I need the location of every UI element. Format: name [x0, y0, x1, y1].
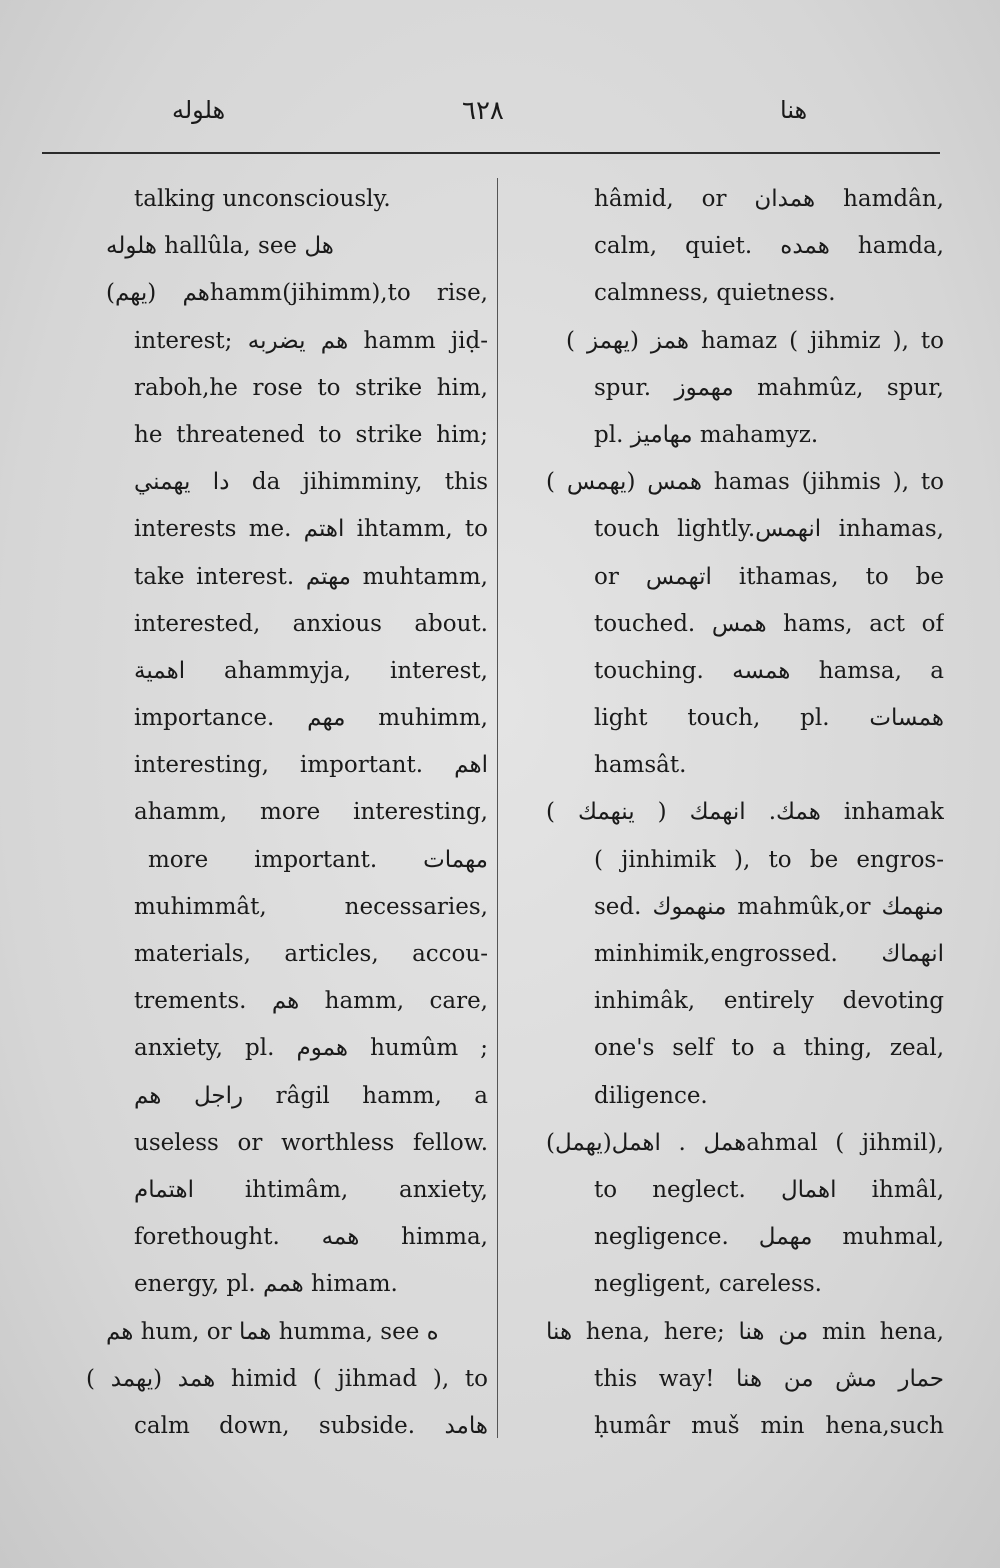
entry-line: همز (يهمز ) hamaz ( jihmiz ), to — [566, 327, 944, 354]
page-number: ٦٢٨ — [462, 96, 504, 126]
entry-line: همد (يهمد ) himid ( jihmad ), to — [86, 1365, 488, 1392]
right-column — [546, 176, 944, 1450]
text-line: light touch, pl. همسات — [594, 705, 944, 732]
text-line: ḥumâr muš min hena,such — [594, 1412, 944, 1439]
text-line: muhimmât, necessaries, — [134, 893, 488, 920]
text-line: or اتهمس ithamas, to be — [594, 563, 944, 590]
text-line: touch lightly.انهمس inhamas, — [594, 516, 944, 543]
text-line: take interest. مهتم muhtamm, — [134, 563, 488, 590]
text-line: more important. مهمات — [148, 846, 488, 873]
entry-line: همس (يهمس ) hamas (jihmis ), to — [546, 469, 944, 496]
text-line: interest; هم يضربه hamm jiḍ- — [134, 327, 488, 354]
entry-line: هلوله hallûla, see هل — [106, 233, 334, 260]
text-line: اهتمام ihtimâm, anxiety, — [134, 1176, 488, 1203]
entry-line: همل . اهمل(يهمل)ahmal ( jihmil), — [546, 1129, 944, 1156]
text-line: forethought. همه himma, — [134, 1224, 488, 1251]
text-line: materials, articles, accou- — [134, 941, 488, 967]
text-line: interested, anxious about. — [134, 610, 488, 637]
text-line: calmness, quietness. — [594, 280, 836, 307]
text-line: one's self to a thing, zeal, — [594, 1035, 944, 1062]
text-line: anxiety, pl. هموم humûm ; — [134, 1035, 488, 1062]
text-line: raboh,he rose to strike him, — [134, 374, 488, 401]
text-line: interests me. اهتم ihtamm, to — [134, 516, 488, 543]
text-line: importance. مهم muhimm, — [134, 705, 488, 732]
text-line: diligence. — [594, 1082, 708, 1109]
text-line: to neglect. اهمال ihmâl, — [594, 1176, 944, 1203]
entry-line: همك. انهمك ( ينهمك ) inhamak — [546, 799, 944, 826]
text-line: hâmid, or همدان hamdân, — [594, 186, 944, 212]
left-column — [86, 176, 488, 1450]
text-line: useless or worthless fellow. — [134, 1129, 488, 1156]
text-line: trements. هم hamm, care, — [134, 988, 488, 1015]
text-line: energy, pl. همم himam. — [134, 1271, 398, 1298]
entry-line: هنا hena, here; من هنا min hena, — [546, 1318, 944, 1345]
header-right-word: هنا — [780, 96, 808, 124]
text-line: interesting, important. اهم — [134, 752, 488, 779]
text-line: negligent, careless. — [594, 1271, 822, 1298]
text-line: sed. منهموك mahmûk,or منهمك — [594, 893, 944, 920]
text-line: ahamm, more interesting, — [134, 799, 488, 826]
column-divider — [497, 178, 498, 1438]
text-line: دا يهمني da jihimminy, this — [134, 469, 488, 496]
text-line: he threatened to strike him; — [134, 421, 488, 448]
entry-line: هم hum, or هما humma, see ه — [106, 1318, 439, 1345]
text-line: touching. همسه hamsa, a — [594, 657, 944, 684]
header-rule — [42, 152, 940, 154]
text-line: negligence. مهمل muhmal, — [594, 1224, 944, 1251]
text-line: talking unconsciously. — [134, 186, 391, 212]
entry-line: هم (يهم)hamm(jihimm),to rise, — [106, 280, 488, 307]
text-line: touched. همس hams, act of — [594, 610, 944, 637]
text-line: calm, quiet. همده hamda, — [594, 233, 944, 260]
text-line: hamsât. — [594, 752, 687, 779]
text-line: calm down, subside. هامد — [134, 1412, 488, 1439]
page-header — [0, 96, 1000, 136]
text-line: spur. مهموز mahmûz, spur, — [594, 374, 944, 401]
text-line: this way! حمار مش من هنا — [594, 1365, 944, 1392]
text-line: راجل هم râgil hamm, a — [134, 1082, 488, 1109]
text-line: اهمية ahammyja, interest, — [134, 657, 488, 684]
text-line: ( jinhimik ), to be engros- — [594, 846, 944, 873]
text-line: minhimik,engrossed. انهماك — [594, 941, 944, 967]
text-line: pl. مهاميز mahamyz. — [594, 421, 819, 448]
text-line: inhimâk, entirely devoting — [594, 988, 944, 1015]
header-left-word: هلوله — [172, 96, 226, 124]
